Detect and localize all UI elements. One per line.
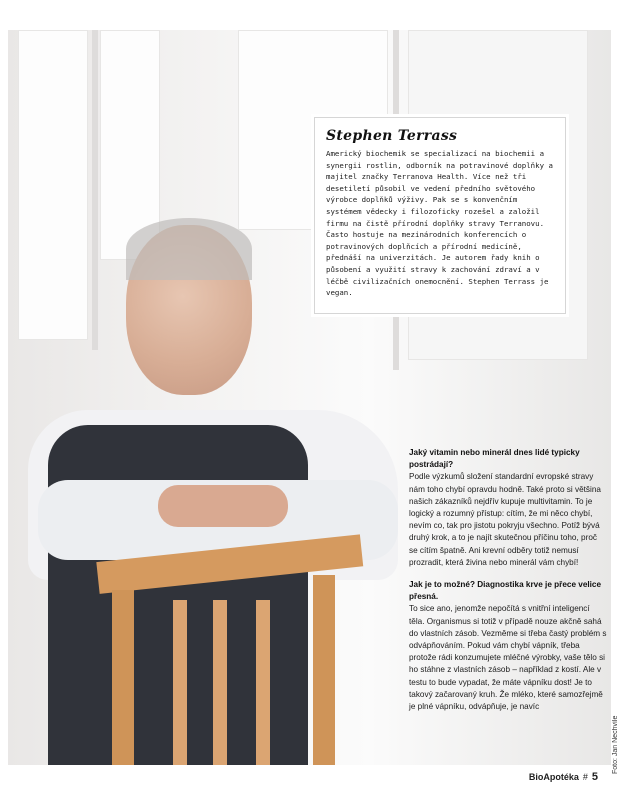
bio-text: Americký biochemik se specializací na biochemii a synergii rostlin, odborník na potravinové doplňky a majitel značky Terranova Health. Více než tři desetiletí působil ve vedení předního světového výrobce doplňků výživy. Pak se s konvenčním systémem vědecky i filozoficky rozešel a založil firmu na čistě přírodní doplňky stravy Terranovu. Často hostuje na mezinárodních konferencích o potravinových doplňcích a přírodní medicíně, přednáší na univerzitách. Je autorem řady knih o působení a využití stravy k zachování zdraví a v léčbě civilizačních onemocnění. Stephen Terrass je vegan. xyxy=(326,149,553,298)
chair-slat xyxy=(173,600,187,765)
chair-slat xyxy=(256,600,270,765)
chair-leg xyxy=(313,575,335,765)
interview-column xyxy=(409,447,607,723)
magazine-brand: BioApotéka xyxy=(528,772,579,782)
window-pane xyxy=(18,30,88,340)
window-frame xyxy=(92,30,98,350)
person-hair xyxy=(126,218,252,280)
chair-slat xyxy=(213,600,227,765)
chair-leg xyxy=(112,590,134,765)
question-1: Jaký vitamin nebo minerál dnes lidé typicky postrádají? xyxy=(409,448,580,470)
separator-glyph: # xyxy=(582,772,588,782)
bio-box xyxy=(314,117,566,314)
page-footer xyxy=(529,771,598,783)
photo-credit: Foto: Jan Nechvíle xyxy=(612,715,619,774)
bio-name: Stephen Terrass xyxy=(326,128,458,144)
page-number: 5 xyxy=(591,771,598,783)
person-hands xyxy=(158,485,288,527)
answer-1: Podle výzkumů složení standardní evropské stravy nám toho chybí opravdu hodně. Také proto si většina našich zákazníků nejdřív kupuje multivitamin. To je logický a rozumný přístup: cítím, že mi něco chybí, nevím co, tak pro jistotu pokryju všechno. Potíž bývá druhý krok, a to je najít skutečnou příčinu toho, proč se cítím špatně. Ani krevní odběry totiž nemusí prozradit, která živina nebo minerál vám chybí! xyxy=(409,472,601,567)
answer-2: To sice ano, jenomže nepočítá s vnitřní inteligencí těla. Organismus si totiž v případě nouze akčně sahá do vlastních zásob. Vezměme si třeba častý problém s odvápňováním. Pokud vám chybí vápník, třeba protože rádi konzumujete mléčné výrobky, vaše tělo si ho stáhne z vlastních zásob – například z kostí. Ale v testu to bude vypadat, že máte vápníku dost! Je to takový začarovaný kruh. Že mléko, které samozřejmě je plné vápníku, odvápňuje, je navíc xyxy=(409,604,607,712)
question-2: Jak je to možné? Diagnostika krve je přece velice přesná. xyxy=(409,580,602,602)
